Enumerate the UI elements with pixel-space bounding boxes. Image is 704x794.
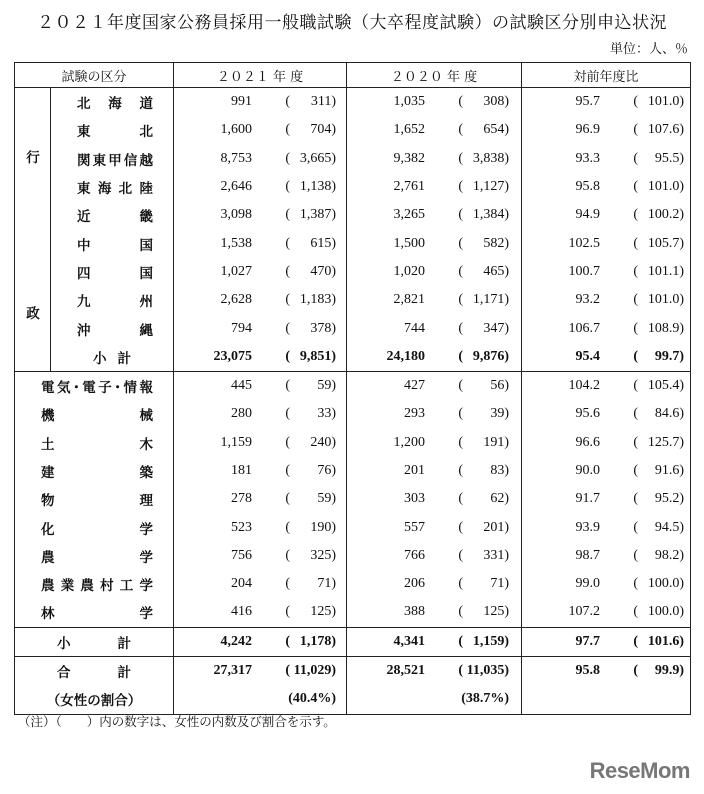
- open-paren: (: [633, 292, 639, 308]
- applicants-female: 1,183): [299, 292, 337, 308]
- applicants-female: 190): [310, 519, 337, 535]
- applicants-total: 1,538: [220, 235, 253, 251]
- open-paren: (: [285, 179, 291, 195]
- open-paren: (: [633, 434, 639, 450]
- open-paren: (: [285, 207, 291, 223]
- open-paren: (: [633, 463, 639, 478]
- open-paren: (: [458, 547, 464, 563]
- open-paren: (: [633, 491, 639, 507]
- female-ratio-2021: (40.4%): [288, 691, 337, 707]
- applicants-total: 1,500: [393, 235, 426, 251]
- open-paren: (: [285, 122, 291, 138]
- category-label: 農学: [41, 549, 154, 566]
- applicants-total: 427: [404, 378, 426, 394]
- category-label: 物理: [41, 493, 154, 510]
- open-paren: (: [285, 576, 291, 592]
- open-paren: (: [285, 663, 291, 679]
- ratio-female: 105.4): [647, 378, 685, 394]
- ratio-total: 94.9: [575, 207, 601, 223]
- table-row: [15, 457, 691, 485]
- open-paren: (: [633, 663, 639, 679]
- subtotal-row: [15, 343, 691, 372]
- open-paren: (: [633, 406, 639, 422]
- applicants-total: 278: [231, 491, 253, 507]
- ratio-female: 94.5): [654, 519, 685, 535]
- category-label: 小計: [93, 350, 132, 367]
- ratio-total: 95.4: [575, 348, 601, 364]
- applicants-total: 2,761: [393, 179, 426, 195]
- applicants-total: 181: [231, 463, 253, 478]
- category-label: 合計: [57, 665, 132, 682]
- applicants-female: 1,387): [299, 207, 337, 223]
- open-paren: (: [458, 292, 464, 308]
- open-paren: (: [285, 348, 291, 364]
- ratio-female: 108.9): [647, 320, 685, 336]
- open-paren: (: [458, 94, 464, 110]
- applicants-female: 59): [317, 491, 337, 507]
- open-paren: (: [285, 378, 291, 394]
- applicants-female: 33): [317, 406, 337, 422]
- applicants-female: 347): [483, 320, 510, 336]
- applicants-female: 582): [483, 235, 510, 251]
- open-paren: (: [633, 604, 639, 620]
- applicants-total: 756: [231, 547, 253, 563]
- applicants-female: 39): [490, 406, 510, 422]
- open-paren: (: [633, 235, 639, 251]
- open-paren: (: [458, 576, 464, 592]
- applicants-total: 1,027: [220, 263, 253, 279]
- applicants-female: 378): [310, 320, 337, 336]
- open-paren: (: [458, 207, 464, 223]
- open-paren: (: [285, 94, 291, 110]
- applicants-female: 76): [317, 463, 337, 478]
- applicants-total: 445: [231, 378, 253, 394]
- resemom-logo: ReseMom: [589, 758, 690, 783]
- table-row: [15, 485, 691, 513]
- applicants-total: 24,180: [386, 348, 426, 364]
- category-label: 北海道: [77, 96, 154, 113]
- open-paren: (: [633, 150, 639, 166]
- ratio-female: 100.0): [647, 604, 685, 620]
- open-paren: (: [458, 434, 464, 450]
- open-paren: (: [458, 320, 464, 336]
- applicants-total: 9,382: [393, 150, 426, 166]
- open-paren: (: [633, 122, 639, 138]
- open-paren: (: [633, 320, 639, 336]
- applicants-total: 27,317: [213, 663, 253, 679]
- open-paren: (: [458, 378, 464, 394]
- open-paren: (: [633, 633, 639, 649]
- table-row: [15, 201, 691, 229]
- ratio-female: 95.2): [654, 491, 685, 507]
- applicants-female: 9,876): [472, 348, 510, 364]
- applicants-female: 1,171): [472, 292, 510, 308]
- table-row: [15, 314, 691, 342]
- open-paren: (: [458, 348, 464, 364]
- open-paren: (: [458, 519, 464, 535]
- ratio-female: 99.7): [654, 348, 685, 364]
- category-label: 機械: [41, 408, 154, 425]
- table-row: [15, 88, 691, 117]
- applicants-female: 470): [310, 263, 337, 279]
- open-paren: (: [633, 547, 639, 563]
- group-char: 行: [26, 150, 40, 166]
- applicants-total: 416: [231, 604, 253, 620]
- applicants-total: 2,821: [393, 292, 426, 308]
- applicants-total: 388: [404, 604, 426, 620]
- female-ratio-2020: (38.7%): [461, 691, 510, 707]
- header-ratio: 対前年度比: [522, 63, 691, 88]
- table-row: [15, 429, 691, 457]
- table-row: [15, 542, 691, 570]
- category-label: 四国: [77, 265, 154, 282]
- category-label: 関東甲信越: [77, 152, 154, 169]
- open-paren: (: [633, 263, 639, 279]
- table-row: [15, 400, 691, 428]
- open-paren: (: [633, 207, 639, 223]
- table-row: [15, 513, 691, 541]
- ratio-female: 100.2): [647, 207, 685, 223]
- applicants-female: 1,127): [472, 179, 510, 195]
- applicants-total: 206: [404, 576, 426, 592]
- applicants-total: 1,200: [393, 434, 426, 450]
- ratio-female: 101.6): [647, 633, 685, 649]
- open-paren: (: [285, 491, 291, 507]
- applicants-total: 2,628: [220, 292, 253, 308]
- applicants-total: 1,652: [393, 122, 426, 138]
- open-paren: (: [285, 150, 291, 166]
- applicants-female: 59): [317, 378, 337, 394]
- applicants-total: 557: [404, 519, 426, 535]
- applicants-female: 201): [483, 519, 510, 535]
- applicants-female: 3,665): [299, 150, 337, 166]
- category-label: 近畿: [77, 209, 154, 226]
- ratio-female: 101.0): [647, 94, 685, 110]
- ratio-female: 100.0): [647, 576, 685, 592]
- open-paren: (: [633, 576, 639, 592]
- ratio-total: 99.0: [575, 576, 601, 592]
- applicants-total: 4,341: [393, 633, 426, 649]
- ratio-female: 101.0): [647, 292, 685, 308]
- applicants-total: 794: [231, 320, 253, 336]
- group-char: 政: [26, 306, 40, 322]
- applicants-female: 11,029): [293, 663, 337, 679]
- applicants-female: 1,138): [299, 179, 337, 195]
- table-row: [15, 258, 691, 286]
- applicants-female: 465): [483, 263, 510, 279]
- applicants-female: 240): [310, 434, 337, 450]
- applicants-total: 766: [404, 547, 426, 563]
- table-row: [15, 286, 691, 314]
- ratio-total: 96.9: [575, 122, 601, 138]
- open-paren: (: [458, 633, 464, 649]
- applicants-total: 2,646: [220, 179, 253, 195]
- table-row: [15, 229, 691, 257]
- table-row: [15, 371, 691, 400]
- open-paren: (: [633, 519, 639, 535]
- applicants-female: 615): [310, 235, 337, 251]
- ratio-total: 97.7: [575, 633, 601, 649]
- applicants-female: 1,384): [472, 207, 510, 223]
- ratio-female: 101.1): [647, 263, 685, 279]
- open-paren: (: [285, 434, 291, 450]
- ratio-total: 93.3: [575, 150, 601, 166]
- applicants-female: 62): [490, 491, 510, 507]
- group-label-admin: [15, 88, 51, 372]
- open-paren: (: [633, 348, 639, 364]
- applicants-total: 28,521: [386, 663, 426, 679]
- ratio-total: 100.7: [568, 263, 601, 279]
- applicants-total: 1,035: [393, 94, 426, 110]
- ratio-female: 107.6): [647, 122, 685, 138]
- ratio-total: 90.0: [575, 463, 601, 478]
- applicants-female: 56): [490, 378, 510, 394]
- ratio-total: 106.7: [568, 320, 601, 336]
- open-paren: (: [285, 235, 291, 251]
- category-label: 中国: [77, 237, 154, 254]
- category-label: 土木: [41, 436, 154, 453]
- applicants-total: 991: [231, 94, 253, 110]
- applicants-total: 201: [404, 463, 426, 478]
- category-label: 農業農村工学: [41, 578, 154, 595]
- ratio-female: 105.7): [647, 235, 685, 251]
- table-row: [15, 145, 691, 173]
- header-category: 試験の区分: [15, 63, 174, 88]
- open-paren: (: [633, 179, 639, 195]
- applicants-total: 3,265: [393, 207, 426, 223]
- open-paren: (: [458, 463, 464, 478]
- category-label: 小計: [57, 635, 132, 652]
- category-label: 電気･電子･情報: [41, 380, 154, 397]
- ratio-total: 96.6: [575, 434, 601, 450]
- applicants-female: 11,035): [466, 663, 510, 679]
- applicants-female: 9,851): [299, 348, 337, 364]
- category-label: （女性の割合）: [46, 693, 142, 710]
- table-row: [15, 570, 691, 598]
- applicants-female: 1,178): [299, 633, 337, 649]
- applicants-female: 71): [317, 576, 337, 592]
- applicants-female: 1,159): [472, 633, 510, 649]
- open-paren: (: [285, 406, 291, 422]
- ratio-female: 95.5): [654, 150, 685, 166]
- applicants-female: 83): [490, 463, 510, 478]
- ratio-total: 93.9: [575, 519, 601, 535]
- open-paren: (: [458, 179, 464, 195]
- category-label: 沖縄: [77, 322, 154, 339]
- table-row: [15, 116, 691, 144]
- category-label: 東北: [77, 124, 154, 141]
- header-row: [15, 63, 691, 88]
- applicants-female: 325): [310, 547, 337, 563]
- open-paren: (: [458, 604, 464, 620]
- page-title: ２０２１年度国家公務員採用一般職試験（大卒程度試験）の試験区分別申込状況: [37, 13, 667, 33]
- header-2021: ２０２１ 年 度: [174, 63, 347, 88]
- applicants-female: 125): [483, 604, 510, 620]
- ratio-total: 95.7: [575, 94, 601, 110]
- table-row: [15, 598, 691, 627]
- ratio-total: 91.7: [575, 491, 601, 507]
- applicants-total: 523: [231, 519, 253, 535]
- ratio-female: 125.7): [647, 434, 685, 450]
- applicants-total: 8,753: [220, 150, 253, 166]
- open-paren: (: [458, 235, 464, 251]
- applicants-total: 204: [231, 576, 253, 592]
- ratio-total: 95.8: [575, 179, 601, 195]
- footnote: （注）（ ）内の数字は、女性の内数及び割合を示す。: [18, 714, 336, 729]
- open-paren: (: [458, 150, 464, 166]
- subtotal-row: [15, 627, 691, 656]
- applicants-total: 280: [231, 406, 253, 422]
- open-paren: (: [633, 378, 639, 394]
- ratio-total: 104.2: [568, 378, 601, 394]
- open-paren: (: [458, 491, 464, 507]
- applicants-total: 1,159: [220, 434, 253, 450]
- category-label: 東海北陸: [77, 181, 154, 198]
- category-label: 化学: [41, 521, 154, 538]
- category-label: 林学: [41, 606, 154, 623]
- applicants-total: 23,075: [213, 348, 253, 364]
- ratio-total: 95.6: [575, 406, 601, 422]
- applicants-total: 4,242: [220, 633, 253, 649]
- applicants-female: 3,838): [472, 150, 510, 166]
- ratio-total: 107.2: [568, 604, 601, 620]
- open-paren: (: [633, 94, 639, 110]
- ratio-female: 101.0): [647, 179, 685, 195]
- applicants-total: 1,600: [220, 122, 253, 138]
- ratio-total: 93.2: [575, 292, 601, 308]
- open-paren: (: [285, 320, 291, 336]
- ratio-female: 91.6): [654, 463, 685, 478]
- applicants-total: 744: [404, 320, 426, 336]
- table-row: [15, 173, 691, 201]
- open-paren: (: [458, 406, 464, 422]
- open-paren: (: [285, 292, 291, 308]
- applicants-total: 293: [404, 406, 426, 422]
- ratio-total: 95.8: [575, 663, 601, 679]
- ratio-total: 98.7: [575, 547, 601, 563]
- header-2020: ２０２０ 年 度: [347, 63, 522, 88]
- unit-label: 単位：人、％: [609, 42, 688, 57]
- applicants-female: 311): [310, 94, 337, 110]
- female-ratio-row: [15, 685, 691, 714]
- open-paren: (: [285, 519, 291, 535]
- applicants-total: 1,020: [393, 263, 426, 279]
- ratio-total: 102.5: [568, 235, 601, 251]
- ratio-female: 99.9): [654, 663, 685, 679]
- applicants-female: 125): [310, 604, 337, 620]
- applicants-total: 303: [404, 491, 426, 507]
- open-paren: (: [285, 463, 291, 478]
- applicants-female: 308): [483, 94, 510, 110]
- ratio-female: 98.2): [654, 547, 685, 563]
- open-paren: (: [285, 633, 291, 649]
- open-paren: (: [458, 663, 464, 679]
- open-paren: (: [285, 263, 291, 279]
- applicants-female: 71): [490, 576, 510, 592]
- applicants-total: 3,098: [220, 207, 253, 223]
- open-paren: (: [458, 263, 464, 279]
- ratio-female: 84.6): [654, 406, 685, 422]
- applicants-female: 704): [310, 122, 337, 138]
- applicants-female: 191): [483, 434, 510, 450]
- category-label: 九州: [77, 294, 154, 311]
- open-paren: (: [458, 122, 464, 138]
- open-paren: (: [285, 604, 291, 620]
- category-label: 建築: [41, 465, 154, 481]
- applicants-female: 654): [483, 122, 510, 138]
- applicants-female: 331): [483, 547, 510, 563]
- total-row: [15, 656, 691, 685]
- open-paren: (: [285, 547, 291, 563]
- application-table: [14, 62, 691, 715]
